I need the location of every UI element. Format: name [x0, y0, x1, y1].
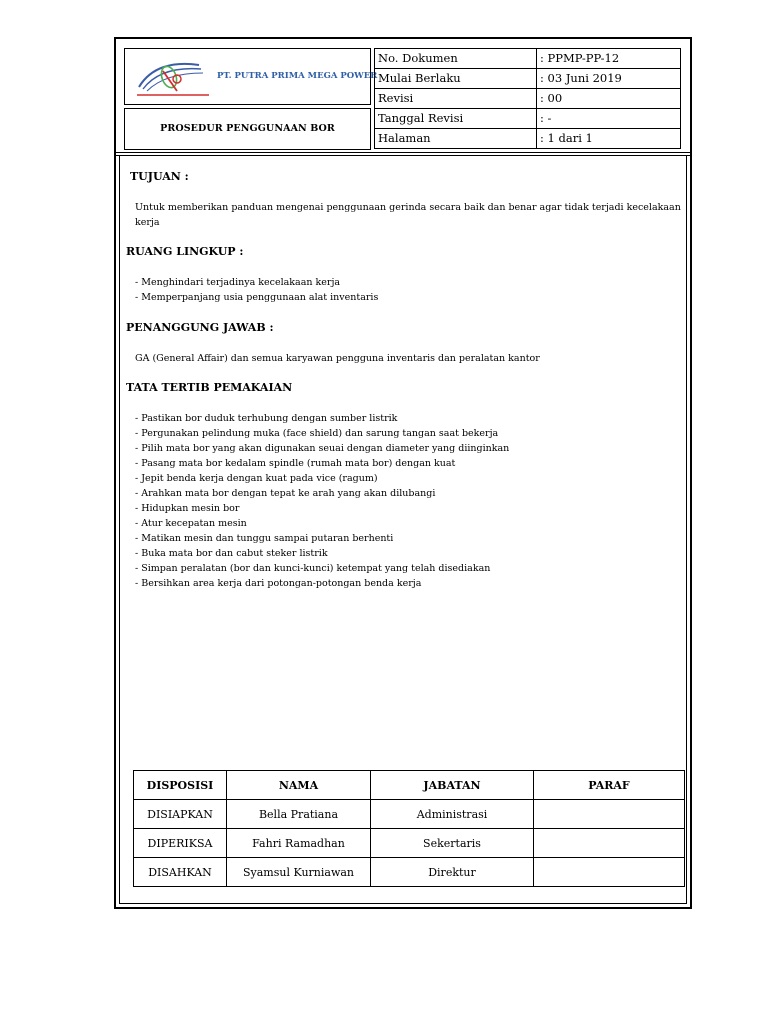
list-item: - Buka mata bor dan cabut steker listrik [135, 548, 328, 559]
meta-label: Revisi [375, 89, 537, 109]
document-meta-table [374, 48, 681, 149]
column-header: NAMA [227, 771, 371, 800]
company-header [124, 48, 378, 105]
list-item: - Arahkan mata bor dengan tepat ke arah yang akan dilubangi [135, 488, 436, 499]
signoff-header-row [134, 771, 685, 800]
penanggung-jawab-heading: PENANGGUNG JAWAB : [126, 321, 274, 334]
table-row [134, 858, 685, 887]
list-item: - Pastikan bor duduk terhubung dengan sumber listrik [135, 413, 398, 424]
list-item: - Menghindari terjadinya kecelakaan kerja [135, 277, 341, 288]
tujuan-text-line1: Untuk memberikan panduan mengenai penggunaan gerinda secara baik dan benar agar tidak terjadi kecelakaan [135, 202, 681, 213]
cell-nama: Fahri Ramadhan [227, 829, 371, 858]
divider [116, 155, 690, 156]
cell-disposisi: DIPERIKSA [134, 829, 227, 858]
cell-disposisi: DISIAPKAN [134, 800, 227, 829]
document-page [114, 37, 692, 909]
penanggung-jawab-text: GA (General Affair) dan semua karyawan pengguna inventaris dan peralatan kantor [135, 353, 540, 364]
cell-nama: Syamsul Kurniawan [227, 858, 371, 887]
meta-row [375, 69, 681, 89]
cell-jabatan: Administrasi [371, 800, 534, 829]
list-item: - Pergunakan pelindung muka (face shield) dan sarung tangan saat bekerja [135, 428, 499, 439]
tujuan-heading: TUJUAN : [130, 170, 189, 183]
column-header: JABATAN [371, 771, 534, 800]
cell-nama: Bella Pratiana [227, 800, 371, 829]
meta-value: : - [537, 109, 681, 129]
meta-value: : 03 Juni 2019 [537, 69, 681, 89]
ruang-lingkup-list [135, 275, 378, 305]
inner-border-right [686, 155, 687, 904]
list-item: - Pilih mata bor yang akan digunakan seuai dengan diameter yang diinginkan [135, 443, 510, 454]
meta-value: : PPMP-PP-12 [537, 49, 681, 69]
meta-label: Mulai Berlaku [375, 69, 537, 89]
cell-jabatan: Sekertaris [371, 829, 534, 858]
list-item: - Pasang mata bor kedalam spindle (rumah mata bor) dengan kuat [135, 458, 456, 469]
list-item: - Matikan mesin dan tunggu sampai putaran berhenti [135, 533, 394, 544]
inner-border-bottom [119, 903, 687, 904]
meta-row [375, 129, 681, 149]
list-item: - Atur kecepatan mesin [135, 518, 247, 529]
company-logo-icon [133, 57, 213, 97]
meta-label: Halaman [375, 129, 537, 149]
table-row [134, 829, 685, 858]
ruang-lingkup-heading: RUANG LINGKUP : [126, 245, 244, 258]
list-item: - Simpan peralatan (bor dan kunci-kunci) ketempat yang telah disediakan [135, 563, 491, 574]
signoff-table [133, 770, 685, 887]
cell-jabatan: Direktur [371, 858, 534, 887]
list-item: - Hidupkan mesin bor [135, 503, 240, 514]
cell-paraf [534, 858, 685, 887]
cell-paraf [534, 829, 685, 858]
meta-row [375, 109, 681, 129]
tata-tertib-list [135, 411, 509, 591]
list-item: - Memperpanjang usia penggunaan alat inventaris [135, 292, 379, 303]
cell-paraf [534, 800, 685, 829]
inner-border-left [119, 155, 120, 904]
meta-label: Tanggal Revisi [375, 109, 537, 129]
column-header: PARAF [534, 771, 685, 800]
meta-value: : 1 dari 1 [537, 129, 681, 149]
table-row [134, 800, 685, 829]
meta-label: No. Dokumen [375, 49, 537, 69]
meta-row [375, 89, 681, 109]
procedure-title: PROSEDUR PENGGUNAAN BOR [160, 122, 335, 134]
list-item: - Bersihkan area kerja dari potongan-potongan benda kerja [135, 578, 422, 589]
column-header: DISPOSISI [134, 771, 227, 800]
list-item: - Jepit benda kerja dengan kuat pada vice (ragum) [135, 473, 378, 484]
cell-disposisi: DISAHKAN [134, 858, 227, 887]
divider [116, 152, 690, 153]
meta-row [375, 49, 681, 69]
tata-tertib-heading: TATA TERTIB PEMAKAIAN [126, 381, 293, 394]
tujuan-text-line2: kerja [135, 217, 160, 228]
company-name: PT. PUTRA PRIMA MEGA POWER [217, 71, 378, 81]
meta-value: : 00 [537, 89, 681, 109]
procedure-title-box [124, 108, 371, 150]
